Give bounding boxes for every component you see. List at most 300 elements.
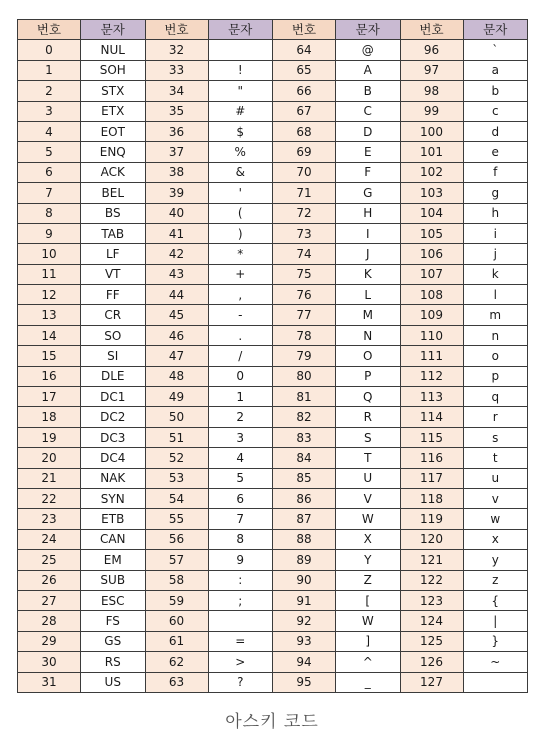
code-char-cell: Z: [336, 570, 401, 590]
code-char-cell: ACK: [81, 162, 146, 182]
code-number-cell: 42: [145, 244, 208, 264]
code-char-cell: v: [463, 488, 528, 508]
code-number-cell: 8: [18, 203, 81, 223]
code-number-cell: 87: [273, 509, 336, 529]
table-row: [18, 387, 528, 407]
code-char-cell: a: [463, 60, 528, 80]
code-char-cell: /: [208, 346, 273, 366]
code-char-cell: g: [463, 183, 528, 203]
table-row: [18, 203, 528, 223]
code-char-cell: r: [463, 407, 528, 427]
code-number-cell: 26: [18, 570, 81, 590]
code-number-cell: 2: [18, 81, 81, 101]
table-row: [18, 427, 528, 447]
code-char-cell: I: [336, 223, 401, 243]
code-number-cell: 111: [400, 346, 463, 366]
code-char-cell: FF: [81, 285, 146, 305]
code-char-cell: ETB: [81, 509, 146, 529]
code-number-cell: 85: [273, 468, 336, 488]
table-row: [18, 570, 528, 590]
code-number-cell: 47: [145, 346, 208, 366]
table-row: [18, 183, 528, 203]
code-char-cell: O: [336, 346, 401, 366]
code-number-cell: 52: [145, 448, 208, 468]
code-char-cell: LF: [81, 244, 146, 264]
code-number-cell: 24: [18, 529, 81, 549]
code-number-cell: 57: [145, 550, 208, 570]
header-char: 문자: [336, 20, 401, 40]
code-char-cell: c: [463, 101, 528, 121]
code-number-cell: 88: [273, 529, 336, 549]
code-char-cell: ]: [336, 631, 401, 651]
code-char-cell: 9: [208, 550, 273, 570]
code-char-cell: NAK: [81, 468, 146, 488]
code-number-cell: 4: [18, 121, 81, 141]
code-char-cell: -: [208, 305, 273, 325]
code-number-cell: 15: [18, 346, 81, 366]
code-char-cell: C: [336, 101, 401, 121]
code-char-cell: 4: [208, 448, 273, 468]
code-number-cell: 69: [273, 142, 336, 162]
code-number-cell: 76: [273, 285, 336, 305]
table-row: [18, 468, 528, 488]
code-number-cell: 56: [145, 529, 208, 549]
code-char-cell: n: [463, 325, 528, 345]
table-row: [18, 590, 528, 610]
code-char-cell: .: [208, 325, 273, 345]
code-char-cell: W: [336, 611, 401, 631]
code-number-cell: 74: [273, 244, 336, 264]
code-number-cell: 68: [273, 121, 336, 141]
code-number-cell: 23: [18, 509, 81, 529]
code-number-cell: 0: [18, 40, 81, 60]
code-char-cell: u: [463, 468, 528, 488]
code-number-cell: 119: [400, 509, 463, 529]
table-row: [18, 407, 528, 427]
code-char-cell: 2: [208, 407, 273, 427]
code-char-cell: DC1: [81, 387, 146, 407]
code-number-cell: 112: [400, 366, 463, 386]
code-char-cell: d: [463, 121, 528, 141]
code-char-cell: e: [463, 142, 528, 162]
code-number-cell: 94: [273, 652, 336, 672]
table-row: [18, 509, 528, 529]
code-char-cell: k: [463, 264, 528, 284]
code-char-cell: |: [463, 611, 528, 631]
table-row: [18, 81, 528, 101]
code-char-cell: ^: [336, 652, 401, 672]
code-number-cell: 44: [145, 285, 208, 305]
code-char-cell: BEL: [81, 183, 146, 203]
code-number-cell: 37: [145, 142, 208, 162]
code-number-cell: 96: [400, 40, 463, 60]
code-char-cell: _: [336, 672, 401, 692]
code-char-cell: J: [336, 244, 401, 264]
code-number-cell: 16: [18, 366, 81, 386]
code-char-cell: ": [208, 81, 273, 101]
code-number-cell: 63: [145, 672, 208, 692]
code-number-cell: 90: [273, 570, 336, 590]
code-number-cell: 14: [18, 325, 81, 345]
code-number-cell: 58: [145, 570, 208, 590]
code-char-cell: 0: [208, 366, 273, 386]
code-number-cell: 72: [273, 203, 336, 223]
code-number-cell: 55: [145, 509, 208, 529]
table-caption: 아스키 코드: [225, 712, 319, 732]
code-number-cell: 81: [273, 387, 336, 407]
code-number-cell: 105: [400, 223, 463, 243]
header-number: 번호: [273, 20, 336, 40]
code-number-cell: 50: [145, 407, 208, 427]
code-char-cell: 7: [208, 509, 273, 529]
code-number-cell: 40: [145, 203, 208, 223]
code-number-cell: 22: [18, 488, 81, 508]
code-char-cell: j: [463, 244, 528, 264]
code-number-cell: 11: [18, 264, 81, 284]
code-char-cell: M: [336, 305, 401, 325]
code-number-cell: 86: [273, 488, 336, 508]
code-char-cell: +: [208, 264, 273, 284]
code-char-cell: CR: [81, 305, 146, 325]
code-number-cell: 34: [145, 81, 208, 101]
code-char-cell: TAB: [81, 223, 146, 243]
code-number-cell: 107: [400, 264, 463, 284]
code-char-cell: FS: [81, 611, 146, 631]
table-row: [18, 223, 528, 243]
code-number-cell: 53: [145, 468, 208, 488]
header-number: 번호: [400, 20, 463, 40]
code-char-cell: G: [336, 183, 401, 203]
code-char-cell: ': [208, 183, 273, 203]
table-row: [18, 550, 528, 570]
header-char: 문자: [81, 20, 146, 40]
code-char-cell: b: [463, 81, 528, 101]
code-char-cell: [208, 40, 273, 60]
code-number-cell: 127: [400, 672, 463, 692]
code-number-cell: 7: [18, 183, 81, 203]
code-char-cell: &: [208, 162, 273, 182]
code-number-cell: 124: [400, 611, 463, 631]
code-char-cell: SUB: [81, 570, 146, 590]
code-number-cell: 108: [400, 285, 463, 305]
table-row: [18, 529, 528, 549]
code-number-cell: 104: [400, 203, 463, 223]
code-number-cell: 102: [400, 162, 463, 182]
code-number-cell: 19: [18, 427, 81, 447]
code-char-cell: [: [336, 590, 401, 610]
table-row: [18, 325, 528, 345]
table-row: [18, 264, 528, 284]
table-row: [18, 488, 528, 508]
code-number-cell: 80: [273, 366, 336, 386]
code-number-cell: 101: [400, 142, 463, 162]
code-number-cell: 30: [18, 652, 81, 672]
code-char-cell: ETX: [81, 101, 146, 121]
code-number-cell: 103: [400, 183, 463, 203]
code-char-cell: DC4: [81, 448, 146, 468]
code-char-cell: %: [208, 142, 273, 162]
code-number-cell: 126: [400, 652, 463, 672]
code-number-cell: 17: [18, 387, 81, 407]
code-char-cell: K: [336, 264, 401, 284]
table-row: [18, 672, 528, 692]
code-char-cell: `: [463, 40, 528, 60]
code-number-cell: 21: [18, 468, 81, 488]
ascii-code-table: [17, 19, 528, 693]
code-number-cell: 41: [145, 223, 208, 243]
code-number-cell: 122: [400, 570, 463, 590]
table-row: [18, 244, 528, 264]
code-char-cell: Y: [336, 550, 401, 570]
table-header-row: [18, 20, 528, 40]
code-number-cell: 70: [273, 162, 336, 182]
table-row: [18, 448, 528, 468]
code-number-cell: 75: [273, 264, 336, 284]
code-char-cell: 3: [208, 427, 273, 447]
code-number-cell: 33: [145, 60, 208, 80]
code-number-cell: 82: [273, 407, 336, 427]
header-number: 번호: [145, 20, 208, 40]
code-char-cell: ?: [208, 672, 273, 692]
code-char-cell: H: [336, 203, 401, 223]
code-char-cell: V: [336, 488, 401, 508]
code-char-cell: :: [208, 570, 273, 590]
code-char-cell: ;: [208, 590, 273, 610]
code-char-cell: Q: [336, 387, 401, 407]
table-row: [18, 366, 528, 386]
code-number-cell: 100: [400, 121, 463, 141]
code-number-cell: 97: [400, 60, 463, 80]
code-number-cell: 78: [273, 325, 336, 345]
code-char-cell: ,: [208, 285, 273, 305]
table-row: [18, 40, 528, 60]
code-number-cell: 117: [400, 468, 463, 488]
code-number-cell: 89: [273, 550, 336, 570]
code-char-cell: $: [208, 121, 273, 141]
code-number-cell: 67: [273, 101, 336, 121]
code-char-cell: SOH: [81, 60, 146, 80]
table-row: [18, 101, 528, 121]
code-char-cell: ~: [463, 652, 528, 672]
code-number-cell: 43: [145, 264, 208, 284]
code-char-cell: q: [463, 387, 528, 407]
code-char-cell: US: [81, 672, 146, 692]
header-char: 문자: [208, 20, 273, 40]
code-number-cell: 38: [145, 162, 208, 182]
code-char-cell: CAN: [81, 529, 146, 549]
code-char-cell: @: [336, 40, 401, 60]
table-row: [18, 611, 528, 631]
code-number-cell: 51: [145, 427, 208, 447]
code-number-cell: 115: [400, 427, 463, 447]
code-char-cell: 5: [208, 468, 273, 488]
code-char-cell: 8: [208, 529, 273, 549]
code-char-cell: SI: [81, 346, 146, 366]
code-char-cell: t: [463, 448, 528, 468]
header-char: 문자: [463, 20, 528, 40]
code-char-cell: ENQ: [81, 142, 146, 162]
code-number-cell: 91: [273, 590, 336, 610]
code-number-cell: 65: [273, 60, 336, 80]
code-char-cell: m: [463, 305, 528, 325]
code-char-cell: DC2: [81, 407, 146, 427]
code-number-cell: 49: [145, 387, 208, 407]
code-number-cell: 3: [18, 101, 81, 121]
code-number-cell: 109: [400, 305, 463, 325]
code-number-cell: 29: [18, 631, 81, 651]
code-number-cell: 99: [400, 101, 463, 121]
code-number-cell: 95: [273, 672, 336, 692]
code-number-cell: 39: [145, 183, 208, 203]
table-row: [18, 631, 528, 651]
code-number-cell: 54: [145, 488, 208, 508]
code-char-cell: ): [208, 223, 273, 243]
code-number-cell: 1: [18, 60, 81, 80]
code-char-cell: (: [208, 203, 273, 223]
code-char-cell: VT: [81, 264, 146, 284]
code-char-cell: NUL: [81, 40, 146, 60]
code-number-cell: 64: [273, 40, 336, 60]
code-number-cell: 13: [18, 305, 81, 325]
table-row: [18, 142, 528, 162]
code-number-cell: 6: [18, 162, 81, 182]
code-number-cell: 36: [145, 121, 208, 141]
code-char-cell: U: [336, 468, 401, 488]
code-number-cell: 71: [273, 183, 336, 203]
code-char-cell: EOT: [81, 121, 146, 141]
code-number-cell: 83: [273, 427, 336, 447]
code-char-cell: 1: [208, 387, 273, 407]
code-char-cell: p: [463, 366, 528, 386]
code-number-cell: 20: [18, 448, 81, 468]
code-number-cell: 59: [145, 590, 208, 610]
code-char-cell: SO: [81, 325, 146, 345]
code-char-cell: w: [463, 509, 528, 529]
code-char-cell: S: [336, 427, 401, 447]
code-char-cell: !: [208, 60, 273, 80]
code-number-cell: 73: [273, 223, 336, 243]
code-number-cell: 61: [145, 631, 208, 651]
table-row: [18, 652, 528, 672]
code-char-cell: x: [463, 529, 528, 549]
code-char-cell: R: [336, 407, 401, 427]
code-char-cell: #: [208, 101, 273, 121]
table-body: [18, 40, 528, 693]
code-number-cell: 116: [400, 448, 463, 468]
code-number-cell: 84: [273, 448, 336, 468]
code-char-cell: T: [336, 448, 401, 468]
code-number-cell: 28: [18, 611, 81, 631]
code-char-cell: >: [208, 652, 273, 672]
code-char-cell: {: [463, 590, 528, 610]
code-number-cell: 62: [145, 652, 208, 672]
code-number-cell: 118: [400, 488, 463, 508]
code-char-cell: A: [336, 60, 401, 80]
code-char-cell: z: [463, 570, 528, 590]
code-char-cell: D: [336, 121, 401, 141]
code-char-cell: F: [336, 162, 401, 182]
code-char-cell: h: [463, 203, 528, 223]
code-char-cell: BS: [81, 203, 146, 223]
code-number-cell: 114: [400, 407, 463, 427]
code-char-cell: y: [463, 550, 528, 570]
code-char-cell: P: [336, 366, 401, 386]
code-number-cell: 18: [18, 407, 81, 427]
code-char-cell: GS: [81, 631, 146, 651]
code-number-cell: 121: [400, 550, 463, 570]
code-number-cell: 106: [400, 244, 463, 264]
code-number-cell: 5: [18, 142, 81, 162]
code-char-cell: }: [463, 631, 528, 651]
code-char-cell: STX: [81, 81, 146, 101]
code-char-cell: B: [336, 81, 401, 101]
header-number: 번호: [18, 20, 81, 40]
code-number-cell: 79: [273, 346, 336, 366]
table-row: [18, 162, 528, 182]
code-char-cell: EM: [81, 550, 146, 570]
code-char-cell: SYN: [81, 488, 146, 508]
code-number-cell: 32: [145, 40, 208, 60]
code-char-cell: 6: [208, 488, 273, 508]
code-char-cell: *: [208, 244, 273, 264]
code-char-cell: i: [463, 223, 528, 243]
code-char-cell: DC3: [81, 427, 146, 447]
code-char-cell: X: [336, 529, 401, 549]
code-number-cell: 92: [273, 611, 336, 631]
code-number-cell: 66: [273, 81, 336, 101]
code-char-cell: RS: [81, 652, 146, 672]
code-char-cell: s: [463, 427, 528, 447]
code-char-cell: ESC: [81, 590, 146, 610]
code-number-cell: 60: [145, 611, 208, 631]
code-number-cell: 10: [18, 244, 81, 264]
table-row: [18, 60, 528, 80]
code-char-cell: L: [336, 285, 401, 305]
table-row: [18, 305, 528, 325]
code-char-cell: f: [463, 162, 528, 182]
code-number-cell: 98: [400, 81, 463, 101]
code-number-cell: 110: [400, 325, 463, 345]
code-char-cell: [208, 611, 273, 631]
code-number-cell: 27: [18, 590, 81, 610]
code-char-cell: N: [336, 325, 401, 345]
code-char-cell: W: [336, 509, 401, 529]
table-row: [18, 121, 528, 141]
code-number-cell: 93: [273, 631, 336, 651]
code-number-cell: 120: [400, 529, 463, 549]
table-row: [18, 346, 528, 366]
code-char-cell: [463, 672, 528, 692]
code-number-cell: 123: [400, 590, 463, 610]
code-number-cell: 31: [18, 672, 81, 692]
code-char-cell: DLE: [81, 366, 146, 386]
code-number-cell: 48: [145, 366, 208, 386]
code-number-cell: 77: [273, 305, 336, 325]
table-row: [18, 285, 528, 305]
code-number-cell: 125: [400, 631, 463, 651]
code-char-cell: o: [463, 346, 528, 366]
code-number-cell: 46: [145, 325, 208, 345]
code-char-cell: E: [336, 142, 401, 162]
code-number-cell: 45: [145, 305, 208, 325]
code-number-cell: 35: [145, 101, 208, 121]
code-number-cell: 12: [18, 285, 81, 305]
code-number-cell: 113: [400, 387, 463, 407]
code-number-cell: 9: [18, 223, 81, 243]
code-number-cell: 25: [18, 550, 81, 570]
code-char-cell: l: [463, 285, 528, 305]
code-char-cell: =: [208, 631, 273, 651]
